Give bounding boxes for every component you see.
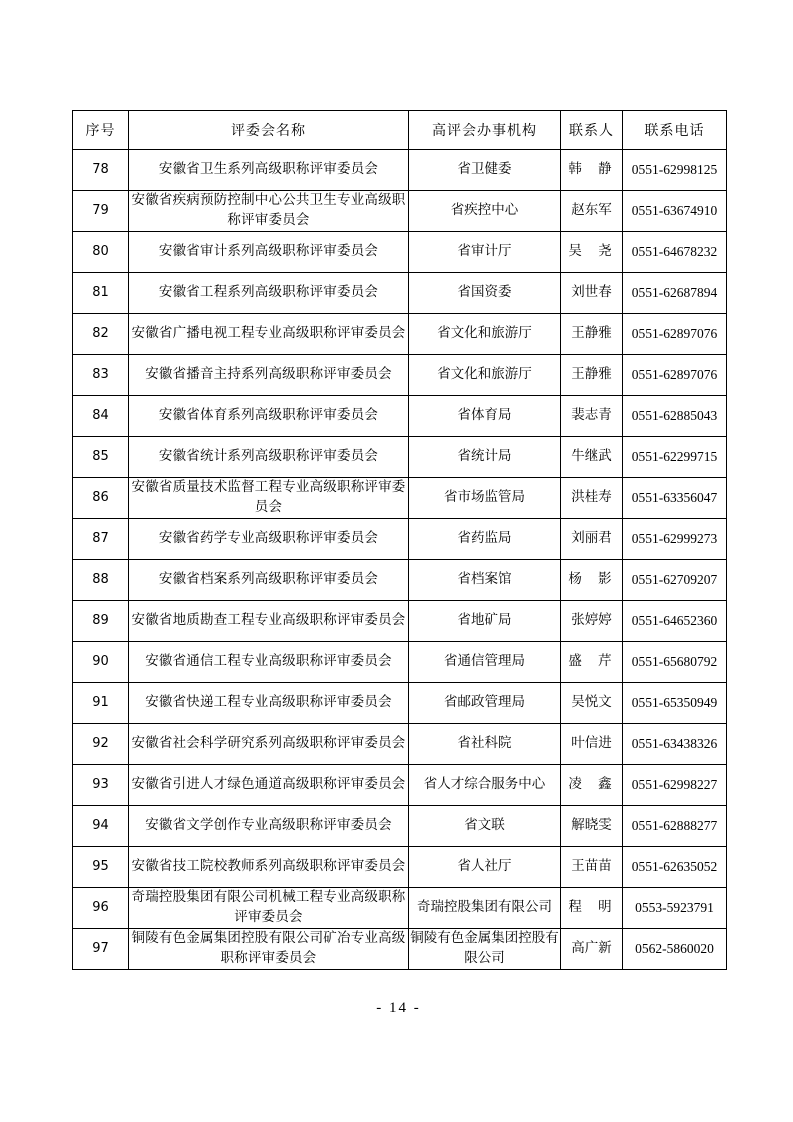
contact-name-text: 韩 静 (568, 161, 618, 178)
table-row (73, 314, 727, 355)
cell-contact-phone: 0551-63438326 (623, 724, 727, 765)
table-row (73, 765, 727, 806)
cell-office-organization: 省邮政管理局 (409, 683, 561, 724)
table-row (73, 519, 727, 560)
table-row (73, 929, 727, 970)
cell-committee-name: 铜陵有色金属集团控股有限公司矿冶专业高级职称评审委员会 (129, 929, 409, 970)
column-header-no: 序号 (73, 111, 129, 150)
cell-contact-phone: 0551-63356047 (623, 478, 727, 519)
cell-committee-name: 安徽省质量技术监督工程专业高级职称评审委员会 (129, 478, 409, 519)
table-header (73, 111, 727, 150)
cell-contact-phone: 0551-62635052 (623, 847, 727, 888)
table-row (73, 847, 727, 888)
cell-committee-name: 安徽省通信工程专业高级职称评审委员会 (129, 642, 409, 683)
cell-office-organization: 省统计局 (409, 437, 561, 478)
cell-serial-number: 86 (73, 478, 129, 519)
cell-contact-phone: 0551-65350949 (623, 683, 727, 724)
page-number: - 14 - (376, 1000, 421, 1016)
cell-serial-number: 82 (73, 314, 129, 355)
cell-committee-name: 安徽省地质勘查工程专业高级职称评审委员会 (129, 601, 409, 642)
cell-contact-person: 叶信进 (561, 724, 623, 765)
cell-office-organization: 省社科院 (409, 724, 561, 765)
cell-office-organization: 省通信管理局 (409, 642, 561, 683)
cell-contact-person: 牛继武 (561, 437, 623, 478)
cell-committee-name: 安徽省统计系列高级职称评审委员会 (129, 437, 409, 478)
table-row (73, 273, 727, 314)
cell-serial-number: 97 (73, 929, 129, 970)
table-row (73, 642, 727, 683)
cell-contact-person: 洪桂寿 (561, 478, 623, 519)
cell-serial-number: 94 (73, 806, 129, 847)
cell-contact-phone: 0551-62687894 (623, 273, 727, 314)
table-body (73, 150, 727, 970)
cell-office-organization: 省药监局 (409, 519, 561, 560)
cell-office-organization: 省市场监管局 (409, 478, 561, 519)
cell-committee-name: 安徽省文学创作专业高级职称评审委员会 (129, 806, 409, 847)
cell-committee-name: 安徽省工程系列高级职称评审委员会 (129, 273, 409, 314)
contact-name-text: 凌 鑫 (568, 776, 618, 793)
cell-serial-number: 92 (73, 724, 129, 765)
cell-contact-person: 刘丽君 (561, 519, 623, 560)
table-row (73, 437, 727, 478)
cell-contact-phone: 0551-62709207 (623, 560, 727, 601)
cell-committee-name: 安徽省社会科学研究系列高级职称评审委员会 (129, 724, 409, 765)
cell-contact-person: 赵东军 (561, 191, 623, 232)
cell-contact-person: 张婷婷 (561, 601, 623, 642)
column-header-phone: 联系电话 (623, 111, 727, 150)
cell-contact-phone: 0551-62299715 (623, 437, 727, 478)
cell-serial-number: 88 (73, 560, 129, 601)
cell-serial-number: 79 (73, 191, 129, 232)
cell-office-organization: 省文联 (409, 806, 561, 847)
cell-contact-phone: 0551-64678232 (623, 232, 727, 273)
cell-committee-name: 安徽省审计系列高级职称评审委员会 (129, 232, 409, 273)
column-header-org: 高评会办事机构 (409, 111, 561, 150)
table-row (73, 355, 727, 396)
cell-contact-person: 吴悦文 (561, 683, 623, 724)
table-row (73, 232, 727, 273)
cell-office-organization: 省疾控中心 (409, 191, 561, 232)
cell-contact-person (561, 560, 623, 601)
cell-serial-number: 78 (73, 150, 129, 191)
table-row (73, 888, 727, 929)
cell-office-organization: 省人才综合服务中心 (409, 765, 561, 806)
cell-office-organization: 省审计厅 (409, 232, 561, 273)
cell-contact-phone: 0562-5860020 (623, 929, 727, 970)
cell-office-organization: 省文化和旅游厅 (409, 355, 561, 396)
cell-committee-name: 安徽省档案系列高级职称评审委员会 (129, 560, 409, 601)
table-row (73, 601, 727, 642)
cell-office-organization: 省文化和旅游厅 (409, 314, 561, 355)
column-header-person: 联系人 (561, 111, 623, 150)
table-row (73, 683, 727, 724)
cell-serial-number: 83 (73, 355, 129, 396)
cell-office-organization: 铜陵有色金属集团控股有限公司 (409, 929, 561, 970)
cell-committee-name: 安徽省疾病预防控制中心公共卫生专业高级职称评审委员会 (129, 191, 409, 232)
table-row (73, 478, 727, 519)
cell-contact-person (561, 765, 623, 806)
column-header-name: 评委会名称 (129, 111, 409, 150)
cell-serial-number: 90 (73, 642, 129, 683)
cell-contact-phone: 0551-62885043 (623, 396, 727, 437)
table-row (73, 191, 727, 232)
cell-contact-phone: 0551-62897076 (623, 355, 727, 396)
cell-committee-name: 安徽省药学专业高级职称评审委员会 (129, 519, 409, 560)
cell-office-organization: 省国资委 (409, 273, 561, 314)
cell-contact-person: 高广新 (561, 929, 623, 970)
table-row (73, 724, 727, 765)
cell-serial-number: 80 (73, 232, 129, 273)
cell-serial-number: 85 (73, 437, 129, 478)
cell-contact-phone: 0551-62888277 (623, 806, 727, 847)
cell-office-organization: 省地矿局 (409, 601, 561, 642)
table-row (73, 150, 727, 191)
cell-serial-number: 91 (73, 683, 129, 724)
cell-contact-person (561, 232, 623, 273)
committee-roster-table (72, 110, 727, 970)
cell-serial-number: 96 (73, 888, 129, 929)
cell-contact-phone: 0551-65680792 (623, 642, 727, 683)
cell-serial-number: 81 (73, 273, 129, 314)
cell-committee-name: 安徽省快递工程专业高级职称评审委员会 (129, 683, 409, 724)
cell-contact-phone: 0551-62998125 (623, 150, 727, 191)
cell-committee-name: 安徽省引进人才绿色通道高级职称评审委员会 (129, 765, 409, 806)
cell-office-organization: 奇瑞控股集团有限公司 (409, 888, 561, 929)
contact-name-text: 盛 芹 (568, 653, 618, 670)
cell-committee-name: 安徽省技工院校教师系列高级职称评审委员会 (129, 847, 409, 888)
cell-contact-person (561, 150, 623, 191)
cell-contact-person: 裴志青 (561, 396, 623, 437)
cell-serial-number: 93 (73, 765, 129, 806)
cell-contact-person (561, 888, 623, 929)
cell-contact-phone: 0551-64652360 (623, 601, 727, 642)
cell-contact-phone: 0551-62998227 (623, 765, 727, 806)
cell-committee-name: 安徽省体育系列高级职称评审委员会 (129, 396, 409, 437)
cell-office-organization: 省人社厅 (409, 847, 561, 888)
cell-office-organization: 省档案馆 (409, 560, 561, 601)
cell-contact-phone: 0551-62897076 (623, 314, 727, 355)
contact-name-text: 吴 尧 (568, 243, 618, 260)
contact-name-text: 杨 影 (568, 571, 618, 588)
cell-serial-number: 87 (73, 519, 129, 560)
cell-office-organization: 省卫健委 (409, 150, 561, 191)
table-row (73, 396, 727, 437)
cell-contact-person: 王静雅 (561, 355, 623, 396)
cell-serial-number: 89 (73, 601, 129, 642)
cell-contact-person: 刘世春 (561, 273, 623, 314)
cell-committee-name: 安徽省广播电视工程专业高级职称评审委员会 (129, 314, 409, 355)
table-header-row (73, 111, 727, 150)
cell-committee-name: 安徽省播音主持系列高级职称评审委员会 (129, 355, 409, 396)
cell-contact-phone: 0551-63674910 (623, 191, 727, 232)
cell-committee-name: 奇瑞控股集团有限公司机械工程专业高级职称评审委员会 (129, 888, 409, 929)
cell-contact-person: 解晓雯 (561, 806, 623, 847)
cell-contact-person: 王苗苗 (561, 847, 623, 888)
cell-serial-number: 95 (73, 847, 129, 888)
contact-name-text: 程 明 (568, 899, 618, 916)
table-row (73, 806, 727, 847)
table-row (73, 560, 727, 601)
cell-contact-phone: 0553-5923791 (623, 888, 727, 929)
cell-serial-number: 84 (73, 396, 129, 437)
cell-contact-phone: 0551-62999273 (623, 519, 727, 560)
cell-committee-name: 安徽省卫生系列高级职称评审委员会 (129, 150, 409, 191)
cell-contact-person (561, 642, 623, 683)
cell-office-organization: 省体育局 (409, 396, 561, 437)
cell-contact-person: 王静雅 (561, 314, 623, 355)
